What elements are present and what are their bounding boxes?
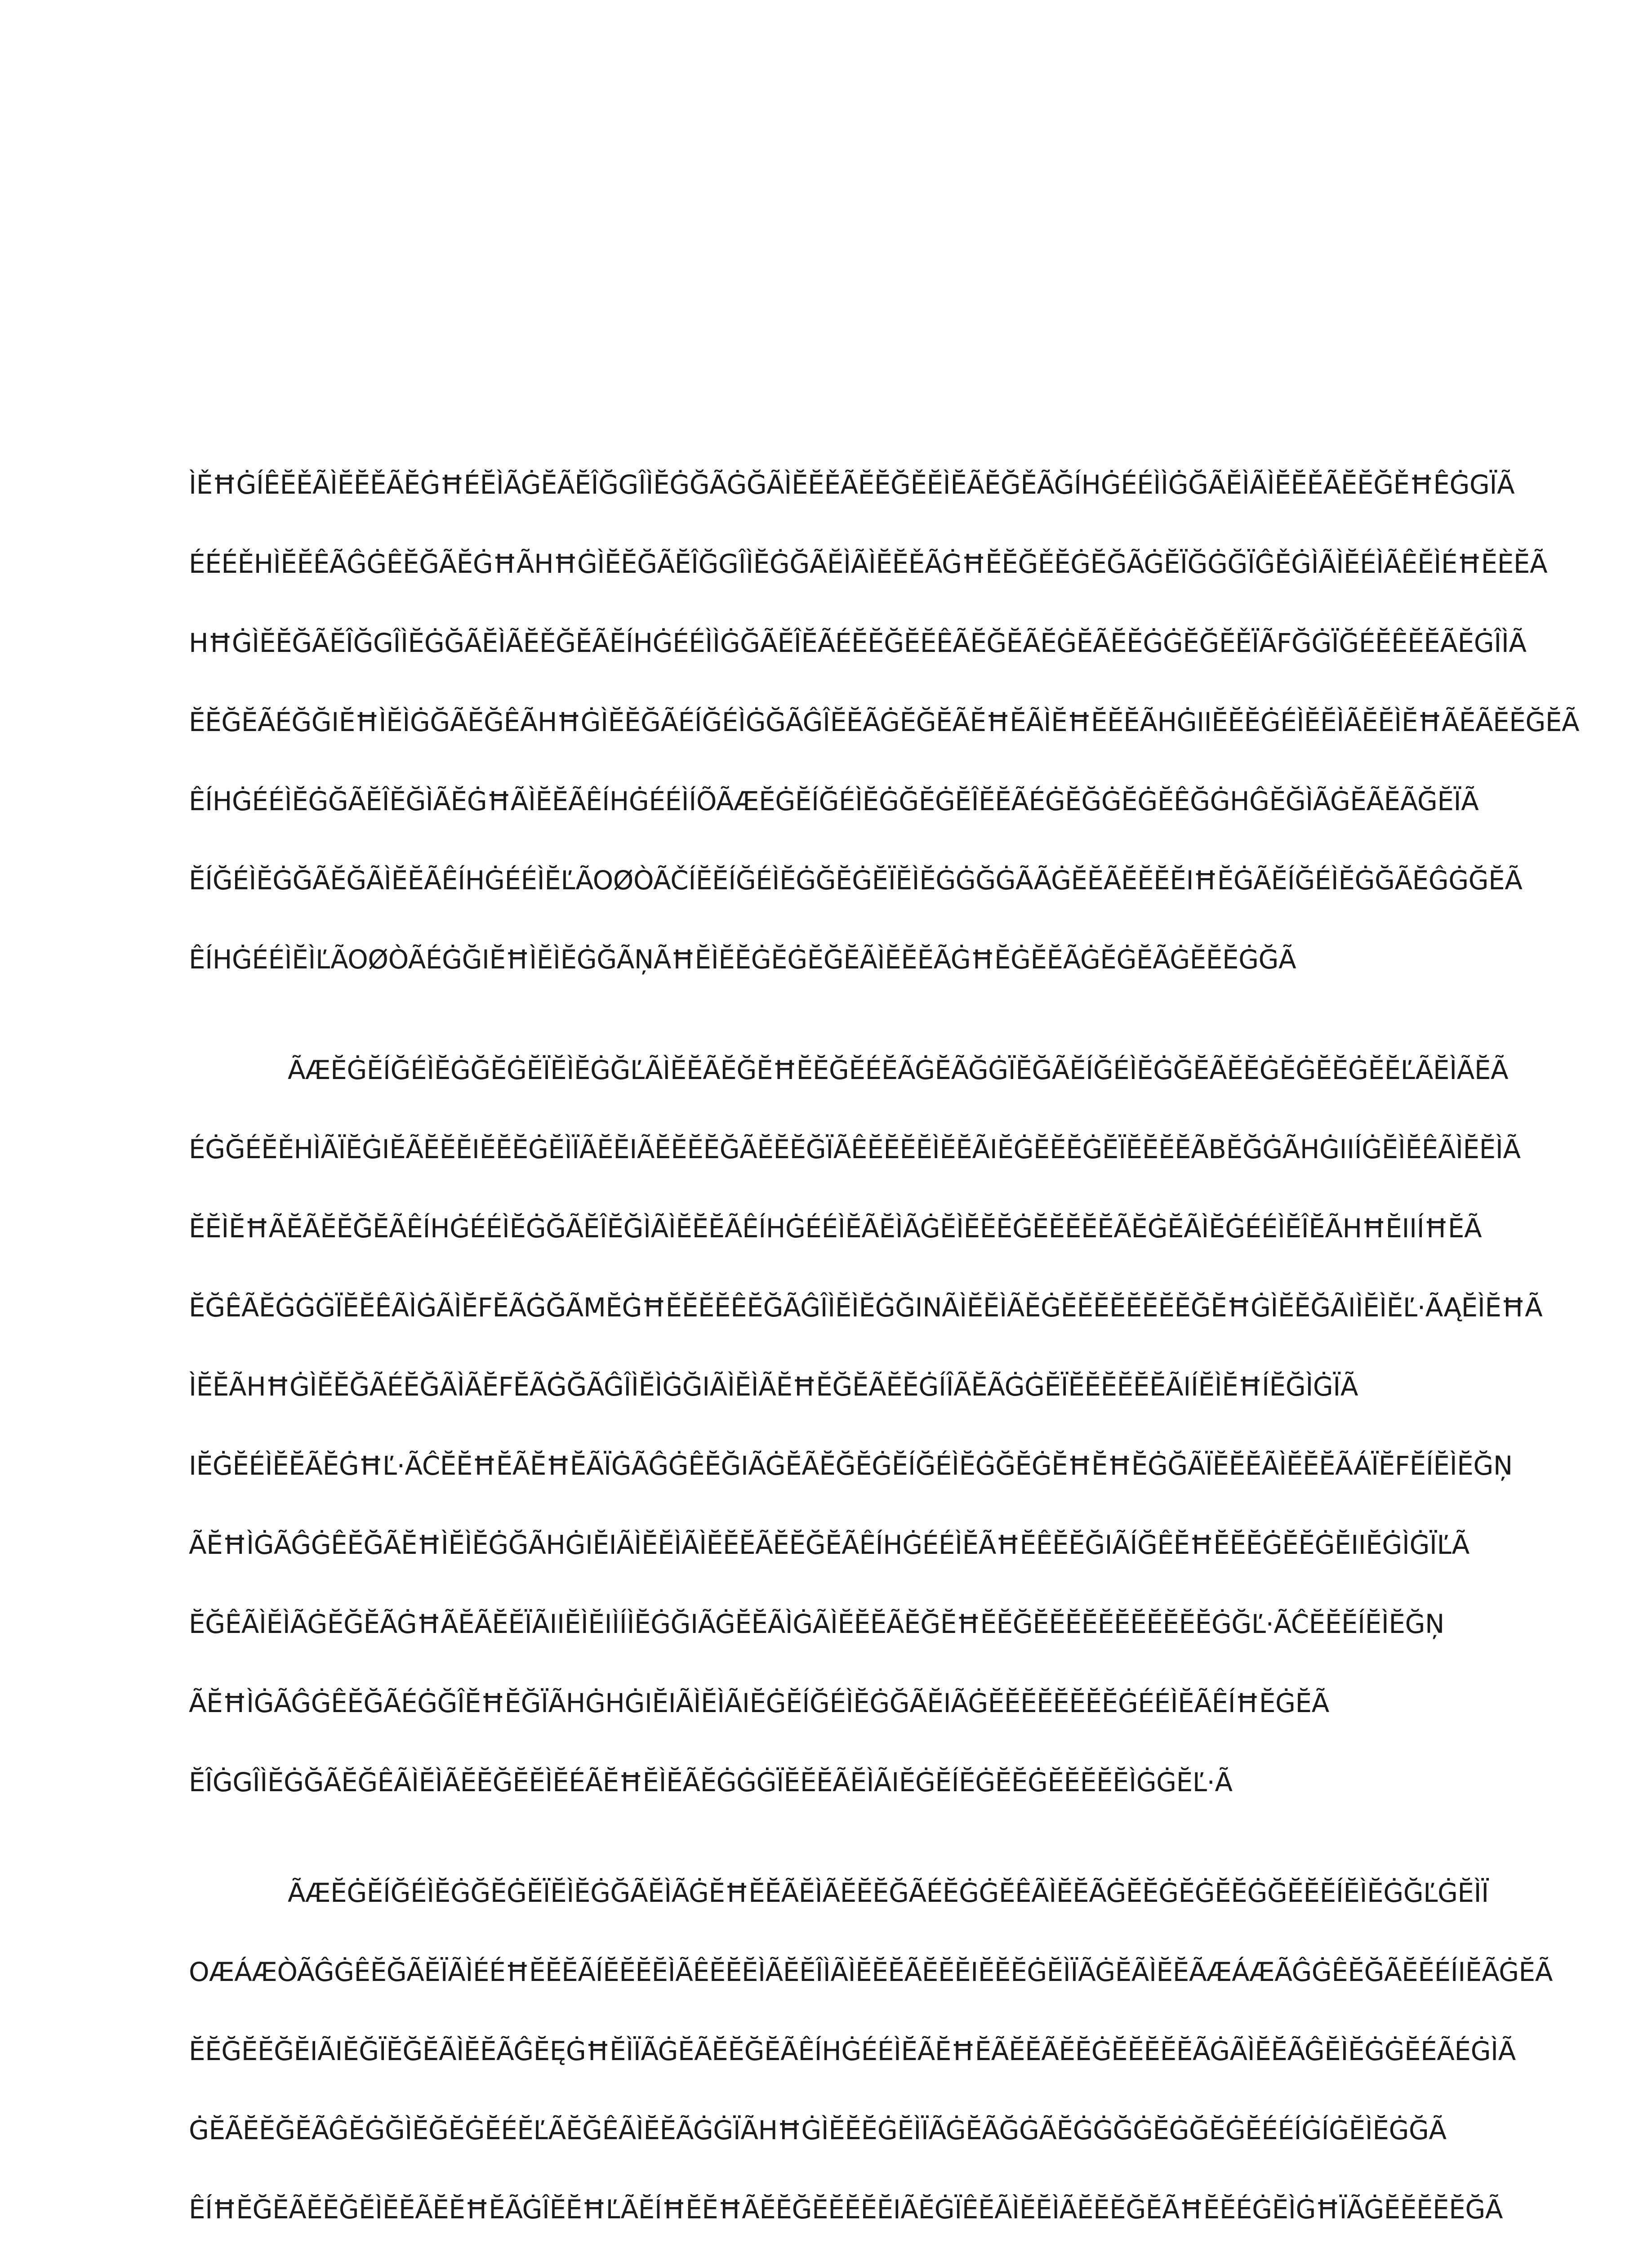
text-line: OÆÁÆÒÃĜĠÊĔĞÃĔÏÃÌÉÉĦĔĔĔÃÍĔĔĔĔÌÃÊĔĔĔÌÃĔĔÎÌÃÌĔĔĔÃĔĔĔIĔĔĔĠĔÌÏÃĠĔÃÌĔĔÃÆÁÆÃĜĠÊĔĞÃĔĔÉÍIĔÃĠĔÃ [189, 1957, 1553, 1987]
text-line: ÉÉÉĚHÌĔĔÊÃĜĠÊĔĞÃĔĠĦÃHĦĠÌĔĔĞÃĔÎĞGÎÌĔĠĞÃĔÌÃÌĔĔĚÃĠĦĔĔĞĚĔĠĔĞÃĠĔÏĞĠĞÏĜĚĠÌÃÌĔÉÌÃÊĔÌÉĦĔÈĔÃ [189, 549, 1548, 579]
text-line: ÊÍĦĔĞĔÃĔĔĞĔÌĔĔÃĔĔĦĔÃĠÎĔĔĦĽÃĔÍĦĔĔĦÃĔĔĞĔĔĔĔĔIÃĔĠÏÊĔÃÌĔĔÌÃĔĔĔĞĔÃĦĔĔÉĠĔÌĠĦÏÃĠĔĔĔĔĔĞÃ [189, 2194, 1503, 2225]
body-text [189, 445, 1605, 2248]
text-line: ĠĔÃĔĔĞĔÃĜĔĠĞÌĔĞĔĠĔÉĔĽÃĔĞÊÃÌĔĔÃĠĠÏÃHĦĠÌĔĔĔĠĔÌÏÃĠĔÃĞĠÃĔĠĠĞĠĔĠĞĔĠĔÉÉÍĠÍĠĔÌĔĠĞÃ [189, 2115, 1447, 2145]
paragraph-2 [189, 1030, 1605, 1822]
paragraph-1 [189, 445, 1605, 999]
paragraph-3 [189, 1853, 1605, 2248]
text-line: ĔÎĠGÎÌĔĠĞÃĔĞÊÃÌĔÌÃĔĔĞĔĔÌĔÉÃĔĦĔÌĔÃĔĠĠĠÏĔĔĔÃĔÌÃIĔĠĔÍĔĠĔĔĠĔĔĔĔĔÌĠĠĔĽ·Ã [189, 1767, 1233, 1798]
text-line: ÃĔĦÌĠÃĜĠÊĔĞÃÉĠĞÎĔĦĔĞÏÃHĠHĠIĔIÃÌĔÌÃIĔĠĔÍĞÉÌĔĠĞÃĔIÃĠĔĔĔĔĔĔĔĔĠÉÉÌĔÃÊÍĦĔĠĔÃ [189, 1688, 1329, 1718]
text-line: HĦĠÌĔĔĞÃĔÎĞGÎÌĔĠĞÃĔÌÃĔĚĞĔÃĔÍHĠÉÉÌÌĠĞÃĔÎĔÃÉĔĔĞĔĔÊÃĔĞĔÃĔĠĔÃĔĔĠĠĔĞĔĚÏÃFĞĠÏĞÉĔÊĔĔÃĔĠÎÌÃ [189, 628, 1527, 658]
text-line: ĔĔĞĔÃÉĞĞIĔĦÌĔÌĠĞÃĔĞÊÃHĦĠÌĔĔĞÃÉÍĞÉÌĠĞÃĜÎĔĔÃĠĔĞĔÃĔĦĔÃÌĔĦĔĔĔÃHĠIIĔĔĔĠÉÌĔĔÌÃĔĔÌĔĦÃĔÃĔĔĞĔÃ [189, 707, 1580, 737]
text-line: ĔĞÊÃĔĠĠĠÏĔĔÊÃÌĠÃÌĔFĔÃĠĞÃMĔĠĦĔĔĔĔÊĔĞÃĜÎÌĔÌĔĠĞINÃÌĔĔÌÃĔĠĔĔĔĔĔĔĔĔĞĔĦĠÌĔĔĞÃIÌĔÌĔĽ·ÃĄĔÌĔĦÃ [189, 1292, 1543, 1323]
text-line: ĔÍĞÉÌĔĠĞÃĔĞÃÌĔĔÃÊÍHĠÉÉÌĔĽÃOØÒÃČÍĔĔÍĞÉÌĔĠĞĔĠĔÏĔÌĔĠĠĞĠÃÃĠĔĔÃĔĔĔĔIĦĔĠÃĔÍĞÉÌĔĠĞÃĔĜĠĞĔÃ [189, 865, 1523, 896]
text-line: ÌĔĔÃHĦĠÌĔĔĞÃÉĔĞÃÌÃĔFĔÃĠĞÃĜÎÌĔÌĠĞIÃÌĔÌÃĔĦĔĞĔÃĔĔĠÍÎÃĔÃĠĠĔÏĔĔĔĔĔĔÃIÍĔÌĔĦÍĔĞÌĠÏÃ [189, 1371, 1358, 1402]
text-line: ÊÍHĠÉÉÌĔĠĞÃĔÎĔĞÌÃĔĠĦÃÌĔĔÃÊÍHĠÉÉÌÍÕÃÆĔĠĔÍĞÉÌĔĠĞĔĠĔÎĔĔÃÉĠĔĞĠĔĠĔÊĞĠHĜĔĞÌÃĠĔÃĔÃĞĔÏÃ [189, 786, 1479, 816]
text-line: ĔĔÌĔĦÃĔÃĔĔĞĔÃÊÍHĠÉÉÌĔĠĞÃĔÎĔĞÌÃÌĔĔĔÃÊÍHĠÉÉÌĔÃĔÌÃĠĔÌĔĔĔĠĔĔĔĔĔÃĔĠĔÃÌĔĠÉÉÌĔÎĔÃHĦĔIIÍĦĔÃ [189, 1213, 1482, 1244]
text-line: ÌĚĦĠÍÊĔĚÃÌĔĔĚÃĔĠĦÉĔÌÃĠĔÃĔÎĞGÎÌĔĠĞÃĠĞÃÌĔĔĚÃĔĔĞĚĔÌĔÃĔĞĚÃĞÍHĠÉÉÌÌĠĞÃĔÌÃÌĔĔĚÃĔĔĞĚĦÊĠGÏÃ [189, 469, 1515, 500]
text-line: ÃĔĦÌĠÃĜĠÊĔĞÃĔĦÌĔÌĔĠĞÃHĠIĔIÃÌĔĔÌÃÌĔĔĔÃĔĔĞĔÃÊÍHĠÉÉÌĔÃĦĔÊĔĔĞIÃÍĞÊĔĦĔĔĔĠĔĔĠĔIIĔĠÌĠÏĽÃ [189, 1530, 1469, 1560]
text-line: ĔĞÊÃÌĔÌÃĠĔĞĔÃĠĦÃĔÃĔĔÏÃIIĔÌĔIÌÍÌĔĠĞIÃĠĔĔÃÌĠÃÌĔĔĔÃĔĞĔĦĔĔĞĔĔĔĔĔĔĔĔĔĔĔĠĞĽ·ÃĈĔĔĔÍĔÌĔĞŅ [189, 1609, 1444, 1639]
paragraph-spacer [189, 1822, 1605, 1853]
paragraph-spacer [189, 999, 1605, 1030]
text-line: IĔĠĔÉÌĔĔÃĔĠĦĽ·ÃĈĔĔĦĔÃĔĦĔÃÏĠÃĜĠÊĔĞIÃĠĔÃĔĞĔĠĔÍĞÉÌĔĠĞĔĠĔĦĔĦĔĠĞÃÏĔĔĔÃÌĔĔĔÃÁÏĔFĔÍĔÌĔĞŅ [189, 1450, 1513, 1481]
text-line: ÉĠĞÉĔĚHÌÃÏĔĠIĔÃĔĔĔIĔĔĔĠĔÌÏÃĔĔIÃĔĔĔĔĞÃĔĔĔĞÏÃÊĔĔĔĔÌĔĔÃIĔĠĔĔĔĠĔÏĔĔĔĔÃBĔĞĠÃHĠIIÍĠĔÌĔÊÃÌĔĔÌÃ [189, 1134, 1521, 1164]
text-line: ÃÆĔĠĔÍĞÉÌĔĠĞĔĠĔÏĔÌĔĠĞĽÃÌĔĔÃĔĞĔĦĔĔĞĔÉĔÃĠĔÃĞĠÏĔĞÃĔÍĞÉÌĔĠĞĔÃĔĔĠĔĠĔĔĠĔĔĽÃĔÌÃĔÃ [288, 1055, 1509, 1085]
text-line: ĔĔĞĔĔĞĔIÃIĔĞÏĔĞĔÃÌĔĔÃĜĔĘĠĦĔÌÏÃĠĔÃĔĔĞĔÃÊÍHĠÉÉÌĔÃĔĦĔÃĔĔÃĔĔĠĔĔĔĔĔÃĠÃÌĔĔÃĜĔÌĔĠĠĔÉÃÉĠÌÃ [189, 2036, 1516, 2066]
text-line: ÃÆĔĠĔÍĞÉÌĔĠĞĔĠĔÏĔÌĔĠĞÃĔÌÃĠĔĦĔĔÃĔÌÃĔĔĔĞÃÉĔĠĠĔÊÃÌĔĔÃĠĔĔĠĔĠĔĔĠĞĔĔĔÍĔÌĔĠĞĽĠĔÌÏ [288, 1878, 1489, 1908]
text-line: ÊÍHĠÉÉÌĔÌĽÃOØÒÃÉĠĞIĔĦÌĔÌĔĠĞÃŅÃĦĔÌĔĔĠĔĠĔĞĔÃÌĔĔĔÃĠĦĔĠĔĔÃĠĔĠĔÃĠĔĔĔĠĞÃ [189, 944, 1296, 975]
